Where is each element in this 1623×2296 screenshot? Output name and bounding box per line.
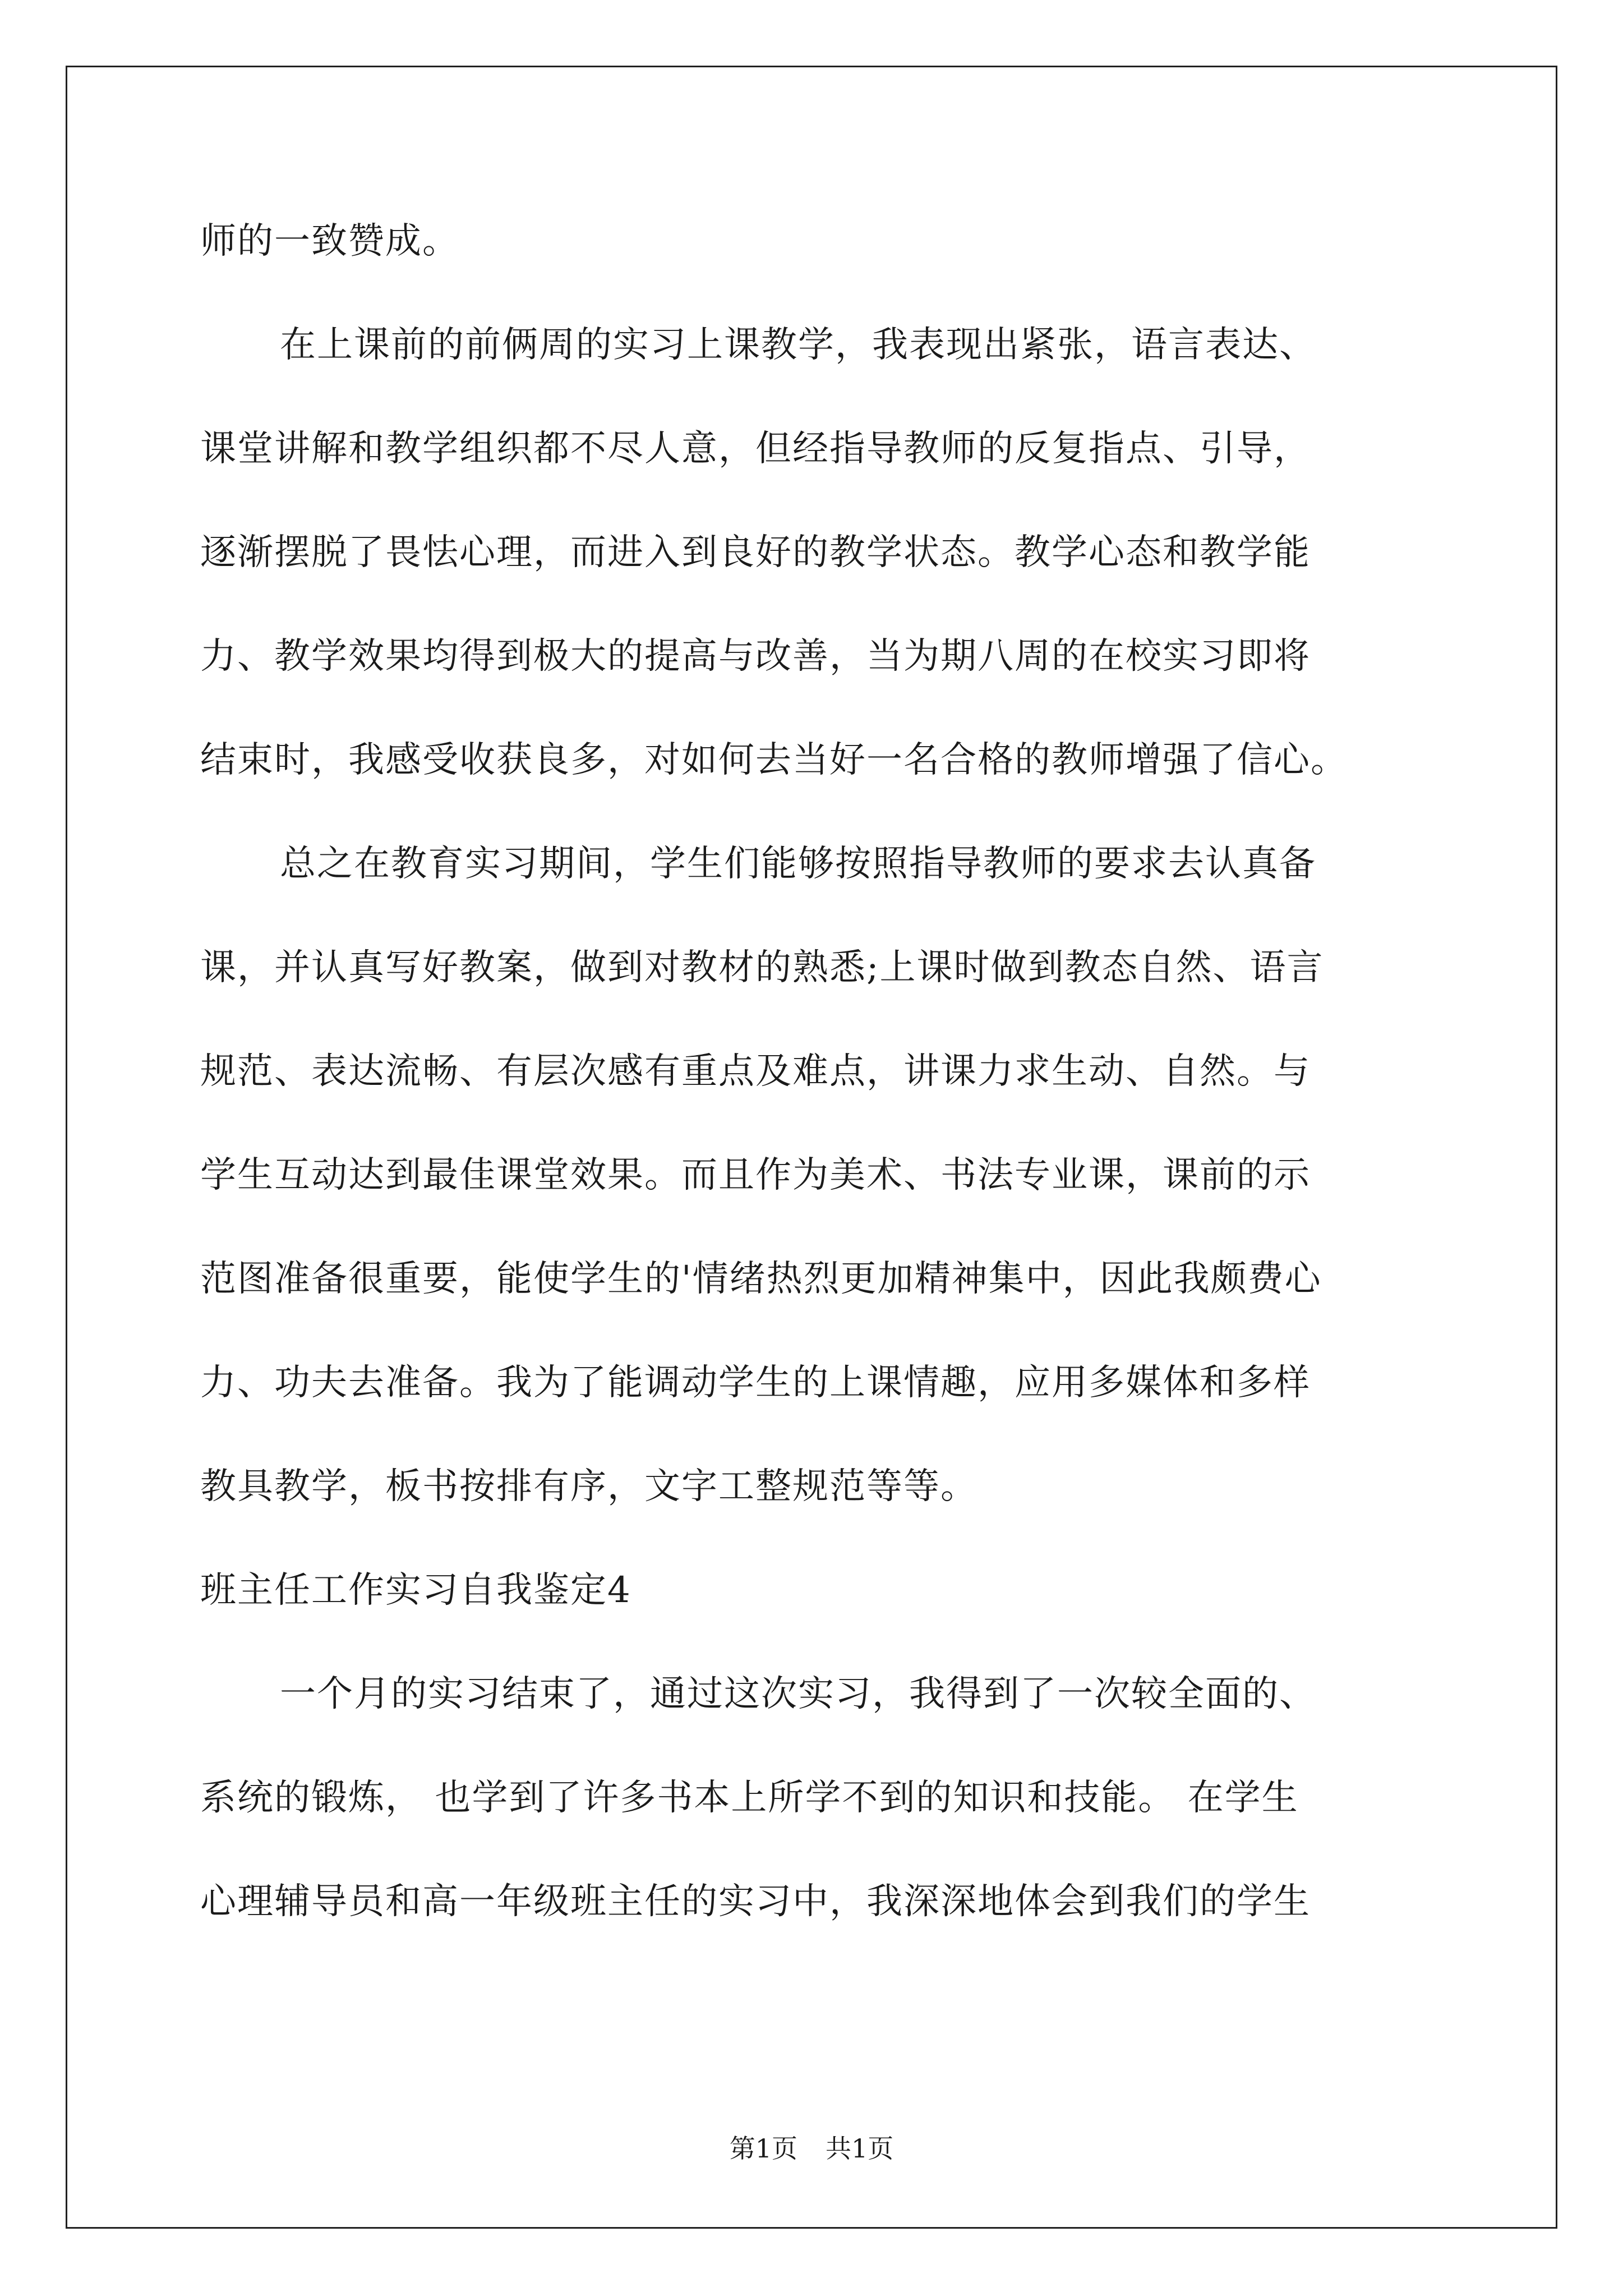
text-line: 规范、表达流畅、有层次感有重点及难点，讲课力求生动、自然。与 [200,1051,1311,1092]
text-line: 逐渐摆脱了畏怯心理，而进入到良好的教学状态。教学心态和教学能 [200,532,1311,573]
text-line: 力、教学效果均得到极大的提高与改善，当为期八周的在校实习即将 [200,636,1311,677]
page-footer [0,2132,1623,2165]
text-line: 课堂讲解和教学组织都不尽人意，但经指导教师的反复指点、引导， [200,428,1311,470]
text-line: 学生互动达到最佳课堂效果。而且作为美术、书法专业课，课前的示 [200,1154,1311,1196]
page-number: 第1页 [729,2133,797,2164]
text-line: 师的一致赞成。 [200,220,459,262]
text-line: 系统的锻炼， 也学到了许多书本上所学不到的知识和技能。 在学生 [200,1777,1299,1819]
paragraph-first-line: 总之在教育实习期间，学生们能够按照指导教师的要求去认真备 [280,843,1316,885]
text-line: 课，并认真写好教案，做到对教材的熟悉;上课时做到教态自然、语言 [200,947,1324,988]
paragraph-first-line: 一个月的实习结束了，通过这次实习，我得到了一次较全面的、 [280,1673,1316,1715]
text-line: 心理辅导员和高一年级班主任的实习中，我深深地体会到我们的学生 [200,1881,1311,1922]
section-heading: 班主任工作实习自我鉴定4 [200,1570,631,1611]
text-line: 力、功夫去准备。我为了能调动学生的上课情趣，应用多媒体和多样 [200,1362,1311,1404]
text-line: 范图准备很重要，能使学生的'情绪热烈更加精神集中，因此我颇费心 [200,1258,1322,1300]
page-total: 共1页 [826,2133,894,2164]
paragraph-first-line: 在上课前的前俩周的实习上课教学，我表现出紧张，语言表达、 [280,324,1316,366]
text-line: 结束时，我感受收获良多，对如何去当好一名合格的教师增强了信心。 [200,739,1348,781]
text-line: 教具教学，板书按排有序，文字工整规范等等。 [200,1466,978,1507]
